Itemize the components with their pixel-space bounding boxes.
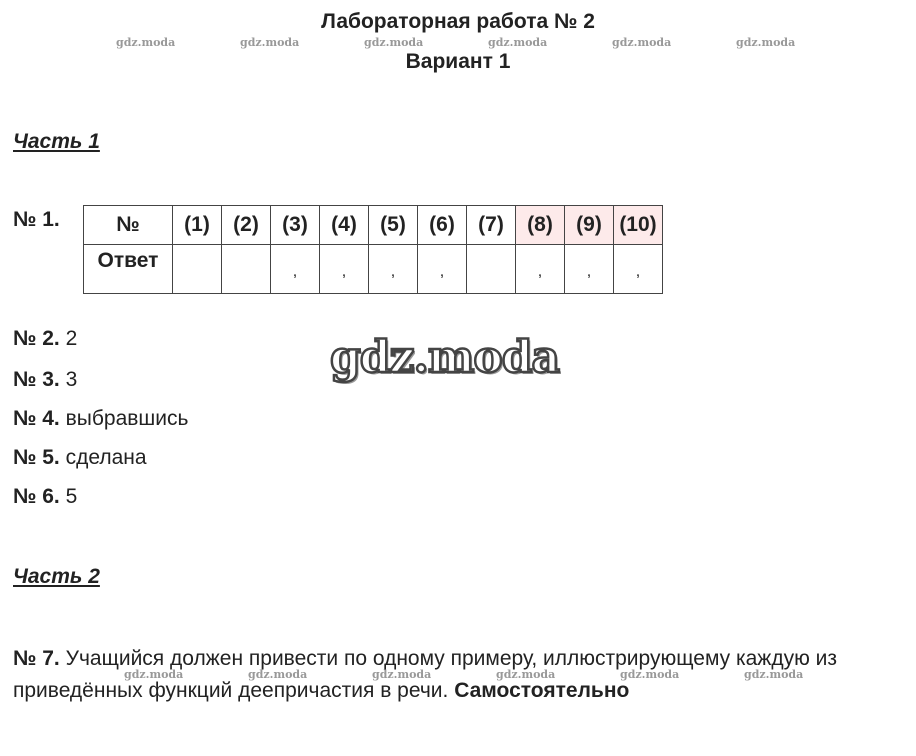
question-7-text: Учащийся должен привести по одному примеру, иллюстрирующему каждую из приведённых функций деепричастия в речи. — [13, 647, 838, 702]
table-answer-cell: , — [516, 245, 565, 294]
table-col: (6) — [418, 206, 467, 245]
question-7 — [13, 643, 913, 707]
watermark: gdz.moda — [744, 668, 804, 681]
table-answer-cell — [222, 245, 271, 294]
watermark: gdz.moda — [248, 668, 308, 681]
question-5 — [13, 446, 147, 470]
question-answer: сделана — [65, 446, 147, 469]
table-col: (8) — [516, 206, 565, 245]
question-label: № 7. — [13, 647, 60, 670]
part1-heading: Часть 1 — [13, 130, 100, 153]
question-2 — [13, 327, 77, 351]
table-answer-cell: , — [614, 245, 663, 294]
table-answer-cell: , — [320, 245, 369, 294]
table-col: (9) — [565, 206, 614, 245]
table-answer-cell — [173, 245, 222, 294]
watermark: gdz.moda — [116, 36, 176, 49]
watermark: gdz.moda — [240, 36, 300, 49]
table-col: (5) — [369, 206, 418, 245]
question-4 — [13, 407, 188, 431]
table-col: (10) — [614, 206, 663, 245]
table-col: (1) — [173, 206, 222, 245]
question-6 — [13, 485, 77, 509]
table-answer-cell — [467, 245, 516, 294]
table-answer-cell: , — [271, 245, 320, 294]
table-col: (3) — [271, 206, 320, 245]
watermark: gdz.moda — [736, 36, 796, 49]
watermark: gdz.moda — [488, 36, 548, 49]
question-answer: 2 — [65, 327, 78, 350]
question-answer: выбравшись — [65, 407, 189, 430]
watermark-large: gdz.moda — [330, 332, 560, 383]
watermark: gdz.moda — [364, 36, 424, 49]
answer-table — [83, 205, 663, 294]
question-label: № 3. — [13, 368, 60, 391]
question-label: № 5. — [13, 446, 60, 469]
question-3 — [13, 368, 77, 392]
question-7-answer: Самостоятельно — [454, 679, 630, 702]
watermark: gdz.moda — [124, 668, 184, 681]
watermark: gdz.moda — [612, 36, 672, 49]
question-answer: 3 — [65, 368, 78, 391]
watermark: gdz.moda — [372, 668, 432, 681]
question-label: № 2. — [13, 327, 60, 350]
table-col: (2) — [222, 206, 271, 245]
watermark: gdz.moda — [496, 668, 556, 681]
table-col: (7) — [467, 206, 516, 245]
table-header-number: № — [84, 206, 173, 245]
table-answer-label: Ответ — [84, 245, 173, 294]
part2-heading: Часть 2 — [13, 565, 100, 588]
table-answer-cell: , — [369, 245, 418, 294]
table-col: (4) — [320, 206, 369, 245]
question-answer: 5 — [65, 485, 78, 508]
question-label: № 6. — [13, 485, 60, 508]
page-title: Лабораторная работа № 2 — [321, 10, 595, 33]
table-answer-cell: , — [418, 245, 467, 294]
question-1-label: № 1. — [13, 208, 60, 231]
table-answer-cell: , — [565, 245, 614, 294]
watermark: gdz.moda — [620, 668, 680, 681]
variant-title: Вариант 1 — [405, 50, 511, 73]
question-label: № 4. — [13, 407, 60, 430]
